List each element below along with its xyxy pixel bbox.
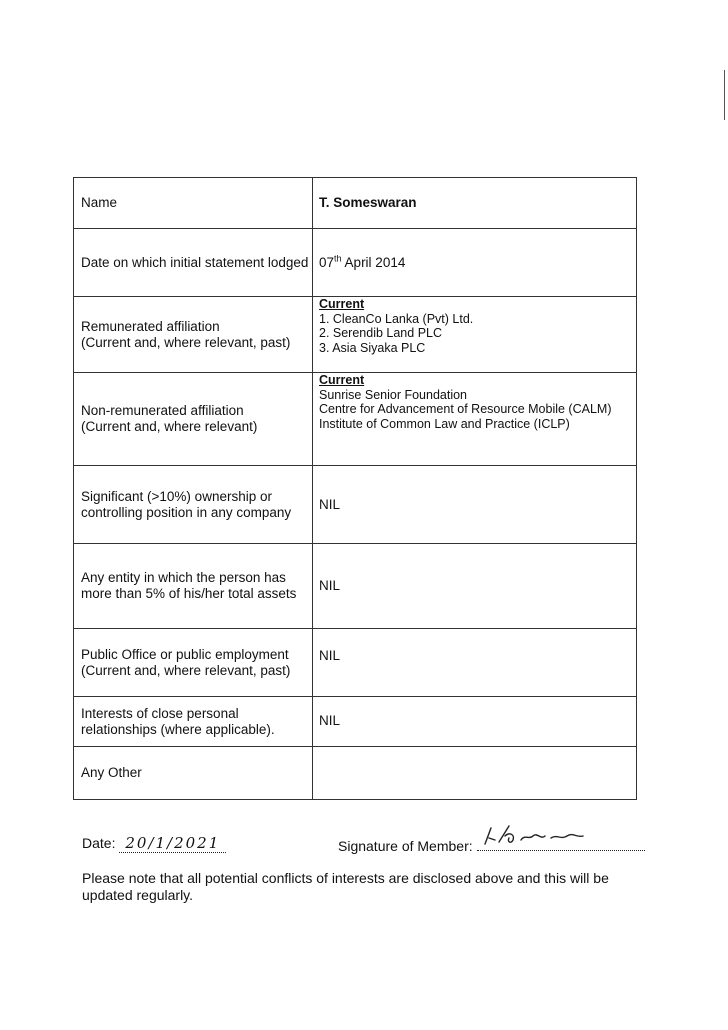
entity-assets-label: Any entity in which the person has more than 5% of his/her total assets xyxy=(74,544,313,629)
initial-statement-label: Date on which initial statement lodged xyxy=(74,229,313,297)
entity-assets-value: NIL xyxy=(313,544,637,629)
close-relationships-label: Interests of close personal relationships (where applicable). xyxy=(74,697,313,747)
any-other-label: Any Other xyxy=(74,747,313,800)
current-heading: Current xyxy=(319,373,365,387)
signature-field xyxy=(338,834,645,854)
date-line xyxy=(119,834,226,853)
list-item: 1. CleanCo Lanka (Pvt) Ltd. xyxy=(319,311,474,326)
public-office-value: NIL xyxy=(313,629,637,697)
date-field xyxy=(82,834,226,853)
non-remunerated-affiliation-label: Non-remunerated affiliation (Current and, where relevant) xyxy=(74,373,313,466)
close-relationships-value: NIL xyxy=(313,697,637,747)
date-label: Date: xyxy=(82,835,116,851)
table-row xyxy=(74,297,637,373)
initial-statement-value: 07th April 2014 xyxy=(313,229,637,297)
list-item: Centre for Advancement of Resource Mobile (CALM) xyxy=(319,402,612,416)
non-remunerated-affiliation-value xyxy=(313,373,637,466)
disclosure-note: Please note that all potential conflicts of interests are disclosed above and this will be updated regularly. xyxy=(82,870,609,903)
table-row xyxy=(74,466,637,544)
table-row xyxy=(74,747,637,800)
table-row xyxy=(74,373,637,466)
ownership-value: NIL xyxy=(313,466,637,544)
table-row xyxy=(74,544,637,629)
signature-label: Signature of Member: xyxy=(338,838,473,854)
list-item: 3. Asia Siyaka PLC xyxy=(319,340,426,355)
name-label: Name xyxy=(74,178,313,229)
date-value: 20/1/2021 xyxy=(125,834,221,852)
table-row xyxy=(74,229,637,297)
scan-edge-mark xyxy=(724,70,725,120)
ownership-label: Significant (>10%) ownership or controlling position in any company xyxy=(74,466,313,544)
handwritten-signature xyxy=(479,820,589,850)
public-office-label: Public Office or public employment (Current and, where relevant, past) xyxy=(74,629,313,697)
table-row xyxy=(74,629,637,697)
current-heading: Current xyxy=(319,297,365,311)
declaration-table xyxy=(73,177,637,800)
name-value: T. Someswaran xyxy=(313,178,637,229)
list-item: Sunrise Senior Foundation xyxy=(319,387,468,402)
list-item: 2. Serendib Land PLC xyxy=(319,326,443,340)
list-item: Institute of Common Law and Practice (ICLP) xyxy=(319,416,570,431)
remunerated-affiliation-label: Remunerated affiliation (Current and, where relevant, past) xyxy=(74,297,313,373)
remunerated-affiliation-value xyxy=(313,297,637,373)
signature-line xyxy=(477,834,645,851)
table-row xyxy=(74,697,637,747)
table-row xyxy=(74,178,637,229)
any-other-value xyxy=(313,747,637,800)
